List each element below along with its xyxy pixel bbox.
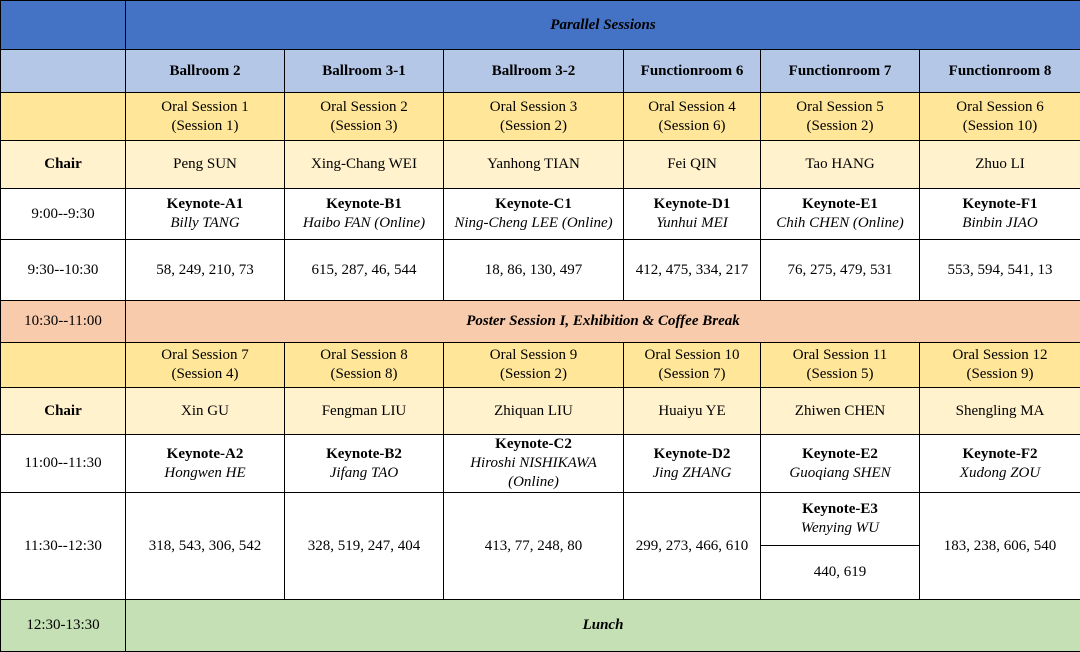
session-row-2 — [1, 343, 1080, 388]
session-name: Oral Session 6 — [922, 98, 1078, 117]
lunch-label: Lunch — [126, 600, 1080, 652]
papers-cell: 553, 594, 541, 13 — [920, 240, 1080, 301]
keynote-cell — [285, 435, 444, 493]
keynote-cell — [761, 435, 920, 493]
room-header: Ballroom 3-1 — [285, 50, 444, 93]
session-cell — [285, 343, 444, 388]
session-cell — [444, 93, 624, 141]
papers-cell: 328, 519, 247, 404 — [285, 493, 444, 600]
session-cell — [624, 343, 761, 388]
keynote-speaker: Wenying WU — [761, 519, 919, 538]
papers-cell: 318, 543, 306, 542 — [126, 493, 285, 600]
chair-name: Fei QIN — [624, 141, 761, 189]
session-name: Oral Session 11 — [763, 346, 917, 365]
session-sub: (Session 7) — [626, 365, 758, 384]
keynote-row-1 — [1, 189, 1080, 240]
keynote-row-2 — [1, 435, 1080, 493]
chair-name: Zhiwen CHEN — [761, 388, 920, 435]
session-cell — [761, 93, 920, 141]
chair-row-1 — [1, 141, 1080, 189]
session-name: Oral Session 7 — [128, 346, 282, 365]
keynote-speaker: Billy TANG — [128, 214, 282, 233]
lunch-row — [1, 600, 1080, 652]
papers-cell: 412, 475, 334, 217 — [624, 240, 761, 301]
keynote-speaker-note: (Online) — [446, 473, 621, 492]
session-sub: (Session 6) — [626, 117, 758, 136]
keynote-speaker: Hongwen HE — [128, 464, 282, 483]
keynote-e3-papers: 440, 619 — [761, 546, 919, 599]
session-name: Oral Session 9 — [446, 346, 621, 365]
session-sub: (Session 3) — [287, 117, 441, 136]
session-sub: (Session 8) — [287, 365, 441, 384]
chair-name: Shengling MA — [920, 388, 1080, 435]
keynote-id: Keynote-F1 — [922, 195, 1078, 214]
keynote-id: Keynote-B2 — [287, 445, 441, 464]
keynote-cell — [444, 189, 624, 240]
papers-cell: 18, 86, 130, 497 — [444, 240, 624, 301]
chair-name: Zhuo LI — [920, 141, 1080, 189]
papers-cell: 615, 287, 46, 544 — [285, 240, 444, 301]
chair-name: Xin GU — [126, 388, 285, 435]
session-row-1 — [1, 93, 1080, 141]
keynote-e3-cell — [761, 493, 920, 600]
parallel-sessions-title: Parallel Sessions — [126, 1, 1080, 50]
keynote-speaker: Jifang TAO — [287, 464, 441, 483]
keynote-cell — [920, 435, 1080, 493]
time-cell: 9:00--9:30 — [1, 189, 126, 240]
session-name: Oral Session 1 — [128, 98, 282, 117]
keynote-cell — [126, 435, 285, 493]
chair-name: Fengman LIU — [285, 388, 444, 435]
time-cell: 9:30--10:30 — [1, 240, 126, 301]
chair-name: Tao HANG — [761, 141, 920, 189]
keynote-cell — [920, 189, 1080, 240]
session-cell — [285, 93, 444, 141]
session-name: Oral Session 12 — [922, 346, 1078, 365]
keynote-speaker: Xudong ZOU — [922, 464, 1078, 483]
keynote-id: Keynote-C1 — [446, 195, 621, 214]
time-cell: 11:00--11:30 — [1, 435, 126, 493]
chair-name: Zhiquan LIU — [444, 388, 624, 435]
room-header: Functionroom 7 — [761, 50, 920, 93]
chair-row-2 — [1, 388, 1080, 435]
room-header: Functionroom 8 — [920, 50, 1080, 93]
session-cell — [126, 93, 285, 141]
session-cell — [920, 93, 1080, 141]
session-name: Oral Session 4 — [626, 98, 758, 117]
keynote-speaker: Jing ZHANG — [626, 464, 758, 483]
keynote-id: Keynote-D2 — [626, 445, 758, 464]
keynote-id: Keynote-D1 — [626, 195, 758, 214]
keynote-id: Keynote-A2 — [128, 445, 282, 464]
session-name: Oral Session 3 — [446, 98, 621, 117]
keynote-speaker: Yunhui MEI — [626, 214, 758, 233]
keynote-id: Keynote-E2 — [763, 445, 917, 464]
session-corner — [1, 343, 126, 388]
keynote-cell — [444, 435, 624, 493]
keynote-id: Keynote-A1 — [128, 195, 282, 214]
keynote-speaker: Chih CHEN (Online) — [763, 214, 917, 233]
keynote-cell — [761, 189, 920, 240]
session-sub: (Session 10) — [922, 117, 1078, 136]
session-cell — [624, 93, 761, 141]
session-sub: (Session 2) — [763, 117, 917, 136]
keynote-e3-top — [761, 493, 919, 546]
chair-name: Xing-Chang WEI — [285, 141, 444, 189]
break-row — [1, 301, 1080, 343]
chair-name: Yanhong TIAN — [444, 141, 624, 189]
session-name: Oral Session 2 — [287, 98, 441, 117]
session-sub: (Session 2) — [446, 117, 621, 136]
keynote-speaker: Haibo FAN (Online) — [287, 214, 441, 233]
rooms-row — [1, 50, 1080, 93]
papers-cell: 76, 275, 479, 531 — [761, 240, 920, 301]
papers-cell: 299, 273, 466, 610 — [624, 493, 761, 600]
time-cell: 12:30-13:30 — [1, 600, 126, 652]
session-sub: (Session 5) — [763, 365, 917, 384]
keynote-speaker: Hiroshi NISHIKAWA — [446, 454, 621, 473]
session-sub: (Session 2) — [446, 365, 621, 384]
room-header: Functionroom 6 — [624, 50, 761, 93]
session-sub: (Session 1) — [128, 117, 282, 136]
session-cell — [444, 343, 624, 388]
keynote-cell — [285, 189, 444, 240]
time-cell: 11:30--12:30 — [1, 493, 126, 600]
keynote-id: Keynote-E1 — [763, 195, 917, 214]
keynote-speaker: Ning-Cheng LEE (Online) — [446, 214, 621, 233]
keynote-speaker: Binbin JIAO — [922, 214, 1078, 233]
chair-name: Peng SUN — [126, 141, 285, 189]
keynote-id: Keynote-C2 — [446, 435, 621, 454]
papers-row-1 — [1, 240, 1080, 301]
keynote-id: Keynote-E3 — [761, 500, 919, 519]
session-cell — [126, 343, 285, 388]
papers-cell: 183, 238, 606, 540 — [920, 493, 1080, 600]
chair-name: Huaiyu YE — [624, 388, 761, 435]
room-header: Ballroom 2 — [126, 50, 285, 93]
keynote-id: Keynote-F2 — [922, 445, 1078, 464]
keynote-id: Keynote-B1 — [287, 195, 441, 214]
session-corner — [1, 93, 126, 141]
time-cell: 10:30--11:00 — [1, 301, 126, 343]
break-label: Poster Session I, Exhibition & Coffee Break — [126, 301, 1080, 343]
papers-row-2 — [1, 493, 1080, 600]
session-name: Oral Session 8 — [287, 346, 441, 365]
session-cell — [920, 343, 1080, 388]
room-header: Ballroom 3-2 — [444, 50, 624, 93]
keynote-cell — [624, 189, 761, 240]
session-sub: (Session 9) — [922, 365, 1078, 384]
keynote-cell — [126, 189, 285, 240]
papers-cell: 413, 77, 248, 80 — [444, 493, 624, 600]
session-cell — [761, 343, 920, 388]
session-name: Oral Session 10 — [626, 346, 758, 365]
session-name: Oral Session 5 — [763, 98, 917, 117]
chair-label: Chair — [1, 388, 126, 435]
papers-cell: 58, 249, 210, 73 — [126, 240, 285, 301]
corner-cell — [1, 1, 126, 50]
title-row — [1, 1, 1080, 50]
session-sub: (Session 4) — [128, 365, 282, 384]
keynote-cell — [624, 435, 761, 493]
chair-label: Chair — [1, 141, 126, 189]
keynote-speaker: Guoqiang SHEN — [763, 464, 917, 483]
rooms-corner — [1, 50, 126, 93]
